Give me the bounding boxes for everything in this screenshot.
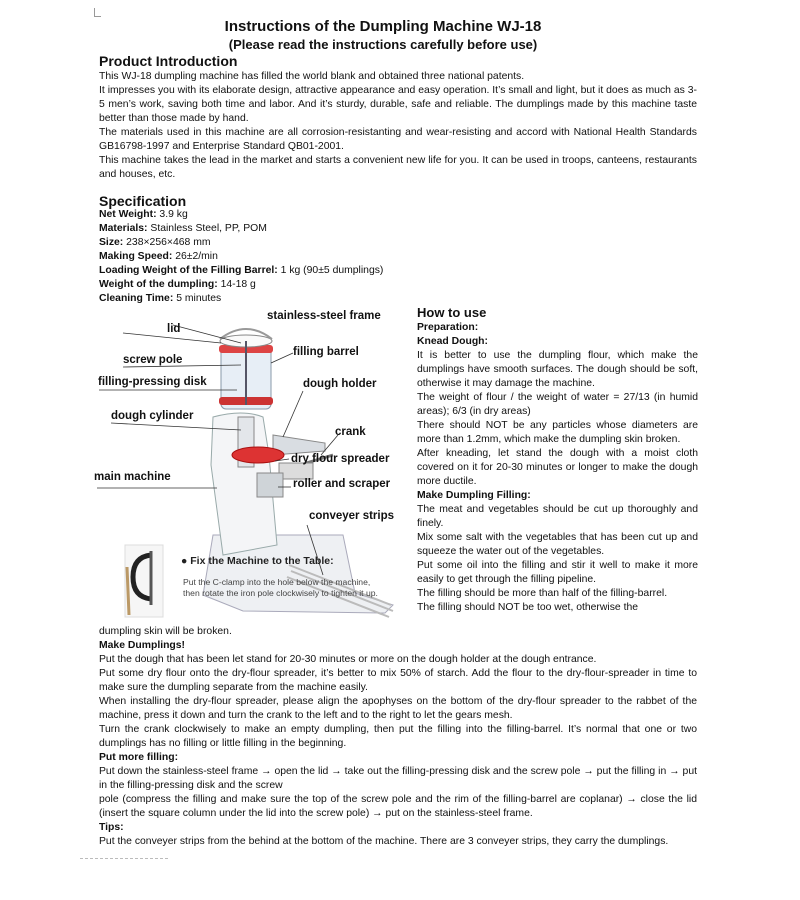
fix-title: ● Fix the Machine to the Table: xyxy=(181,555,334,567)
continuation-text: dumpling skin will be broken. xyxy=(99,626,232,637)
make-paragraph: When installing the dry-flour spreader, please align the apophyses on the bottom of the dry-flour spreader to the rabbet of the machine, press it down and turn the crank to the left and to the right to let the gears mesh. xyxy=(99,696,697,721)
crank-handle xyxy=(279,463,313,479)
label-crank: crank xyxy=(335,426,366,438)
document-subtitle: (Please read the instructions carefully before use) xyxy=(228,37,538,52)
tips-heading: Tips: xyxy=(99,822,124,833)
intro-paragraph: The materials used in this machine are all corrosion-resistanting and wear-resisting and accord with National Health Standards GB16798-1997 and Enterprise Standard QB01-2001. xyxy=(99,127,697,152)
label-filling-barrel: filling barrel xyxy=(293,346,359,358)
make-dumplings-heading: Make Dumplings! xyxy=(99,640,186,651)
knead-paragraph: It is better to use the dumpling flour, which make the dumplings have smooth surfaces. The dough should be soft, otherwise it may damage the machine. xyxy=(417,350,698,389)
how-to-use-section xyxy=(417,305,698,615)
fix-text-2: then rotate the iron pole clockwisely to tighten it up. xyxy=(183,588,378,598)
label-conveyer: conveyer strips xyxy=(309,510,395,522)
more-filling-heading: Put more filling: xyxy=(99,752,179,763)
roller-and-scraper xyxy=(257,473,283,497)
make-paragraph: Put the dough that has been let stand for 20-30 minutes or more on the dough holder at the dough entrance. xyxy=(99,654,597,665)
more-paragraph: Put down the stainless-steel frame → open the lid → take out the filling-pressing disk and the screw pole → put the filling in → put in the filling-pressing disk and the screw xyxy=(99,766,697,791)
filling-paragraph: The filling should be more than half of the filling-barrel. xyxy=(417,588,668,599)
knead-paragraph: There should NOT be any particles whose diameters are more than 1.2mm, which make the dumpling skin broken. xyxy=(417,420,698,445)
more-paragraph: pole (compress the filling and make sure the top of the screw pole and the rim of the filling-barrel are coplanar) → close the lid (insert the square column under the lid into the screw pole) → put on the stainless-steel frame. xyxy=(99,794,697,819)
label-frame: stainless-steel frame xyxy=(267,310,381,322)
intro-paragraph: This WJ-18 dumpling machine has filled the world blank and obtained three national patents. xyxy=(99,71,525,82)
label-filling-disk: filling-pressing disk xyxy=(98,376,207,388)
page-corner-mark xyxy=(94,8,101,17)
spec-heading: Specification xyxy=(99,193,187,209)
intro-heading: Product Introduction xyxy=(99,53,238,69)
howto-heading: How to use xyxy=(417,305,487,320)
filling-paragraph: The filling should NOT be too wet, otherwise the xyxy=(417,602,639,613)
page-bottom-rule xyxy=(80,858,168,859)
label-flour-spreader: dry flour spreader xyxy=(291,453,390,465)
intro-paragraph: This machine takes the lead in the market and starts a convenient new life for you. It can be used in troops, canteens, restaurants and houses, etc. xyxy=(99,155,697,180)
spec-item: Materials: Stainless Steel, PP, POM xyxy=(99,223,267,234)
spec-item: Weight of the dumpling: 14-18 g xyxy=(99,279,256,290)
preparation-heading: Preparation: xyxy=(417,322,479,333)
intro-body xyxy=(99,70,697,182)
spec-item: Size: 238×256×468 mm xyxy=(99,237,211,248)
intro-paragraph: It impresses you with its elaborate design, attractive appearance and easy operation. It’s small and light, but it does as much as 3-5 men’s work, saving both time and labor. And it’s sturdy, durable, safe and reliable. The dumplings made by this machine taste better than those made by hand. xyxy=(99,85,697,124)
label-dough-holder: dough holder xyxy=(303,378,377,390)
document-title: Instructions of the Dumpling Machine WJ-18 xyxy=(224,18,542,35)
spec-item: Loading Weight of the Filling Barrel: 1 kg (90±5 dumplings) xyxy=(99,265,384,276)
spec-item: Making Speed: 26±2/min xyxy=(99,251,218,262)
fix-text-1: Put the C-clamp into the hole below the machine, xyxy=(183,577,371,587)
spec-list xyxy=(99,208,383,306)
spec-item: Net Weight: 3.9 kg xyxy=(99,209,188,220)
label-main-machine: main machine xyxy=(94,471,171,483)
tips-paragraph: Put the conveyer strips from the behind at the bottom of the machine. There are 3 conveyer strips, they carry the dumplings. xyxy=(99,836,669,847)
knead-heading: Knead Dough: xyxy=(417,336,488,347)
filling-paragraph: Mix some salt with the vegetables that has been cut up and squeeze the water out of the vegetables. xyxy=(417,532,698,557)
make-paragraph: Turn the crank clockwisely to make an empty dumpling, then put the filling into the filling-barrel. It’s normal that one or two dumplings has no filling or little filling in the beginning. xyxy=(99,724,697,749)
label-roller: roller and scraper xyxy=(293,478,391,490)
make-paragraph: Put some dry flour onto the dry-flour spreader, it’s better to mix 50% of starch. Add the flour to the dry-flour-spreader in time to make sure the dumpling separate from the machine easily. xyxy=(99,668,697,693)
machine-diagram xyxy=(93,305,411,625)
lower-instructions xyxy=(99,625,697,861)
knead-paragraph: After kneading, let stand the dough with a moist cloth covered on it for 20-30 minutes or longer to make the dough more ductile. xyxy=(417,448,698,487)
filling-paragraph: The meat and vegetables should be cut up thoroughly and finely. xyxy=(417,504,698,529)
filling-paragraph: Put some oil into the filling and stir it well to make it more easily to get through the filling pipeline. xyxy=(417,560,698,585)
label-lid: lid xyxy=(167,323,181,335)
filling-heading: Make Dumpling Filling: xyxy=(417,490,531,501)
label-dough-cylinder: dough cylinder xyxy=(111,410,194,422)
label-screw-pole: screw pole xyxy=(123,354,183,366)
knead-paragraph: The weight of flour / the weight of water = 27/13 (in humid areas); 6/3 (in dry areas) xyxy=(417,392,698,417)
c-clamp-illustration xyxy=(125,545,163,617)
spec-item: Cleaning Time: 5 minutes xyxy=(99,293,222,304)
